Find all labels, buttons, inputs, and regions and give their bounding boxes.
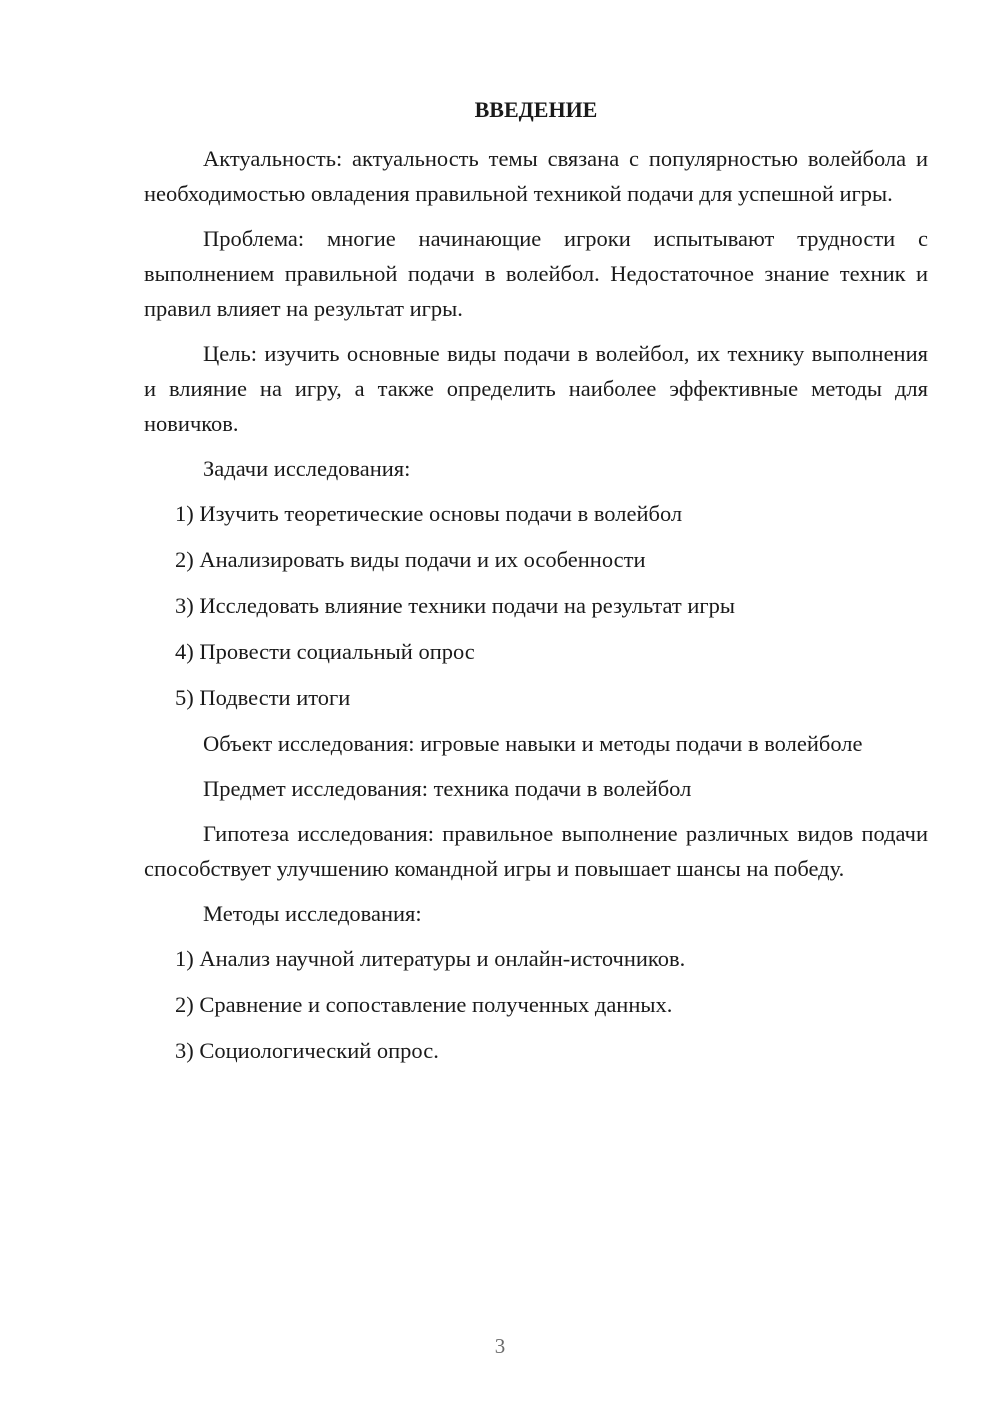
- hypothesis-paragraph: Гипотеза исследования: правильное выполнение различных видов подачи способствует улучшению командной игры и повышает шансы на победу.: [144, 821, 928, 881]
- list-item: 2) Сравнение и сопоставление полученных данных.: [175, 992, 673, 1017]
- tasks-list: [144, 496, 928, 715]
- object-paragraph: Объект исследования: игровые навыки и методы подачи в волейболе: [203, 731, 863, 756]
- tasks-heading: Задачи исследования:: [203, 456, 411, 481]
- list-item: 4) Провести социальный опрос: [175, 639, 475, 664]
- document-page: [144, 92, 928, 1079]
- list-item: 3) Социологический опрос.: [175, 1038, 439, 1063]
- list-item: 2) Анализировать виды подачи и их особенности: [175, 547, 646, 572]
- methods-list: [144, 941, 928, 1068]
- subject-paragraph: Предмет исследования: техника подачи в волейбол: [203, 776, 692, 801]
- goal-paragraph: Цель: изучить основные виды подачи в волейбол, их технику выполнения и влияние на игру, а также определить наиболее эффективные методы для новичков.: [144, 341, 928, 436]
- section-heading: ВВЕДЕНИЕ: [474, 97, 598, 122]
- list-item: 3) Исследовать влияние техники подачи на результат игры: [175, 593, 735, 618]
- methods-heading: Методы исследования:: [203, 901, 422, 926]
- page-number: 3: [494, 1334, 506, 1358]
- relevance-paragraph: Актуальность: актуальность темы связана с популярностью волейбола и необходимостью овладения правильной техникой подачи для успешной игры.: [144, 146, 928, 206]
- list-item: 1) Анализ научной литературы и онлайн-источников.: [175, 946, 686, 971]
- problem-paragraph: Проблема: многие начинающие игроки испытывают трудности с выполнением правильной подачи в волейбол. Недостаточное знание техник и правил влияет на результат игры.: [144, 226, 928, 321]
- list-item: 5) Подвести итоги: [175, 685, 351, 710]
- list-item: 1) Изучить теоретические основы подачи в волейбол: [175, 501, 683, 526]
